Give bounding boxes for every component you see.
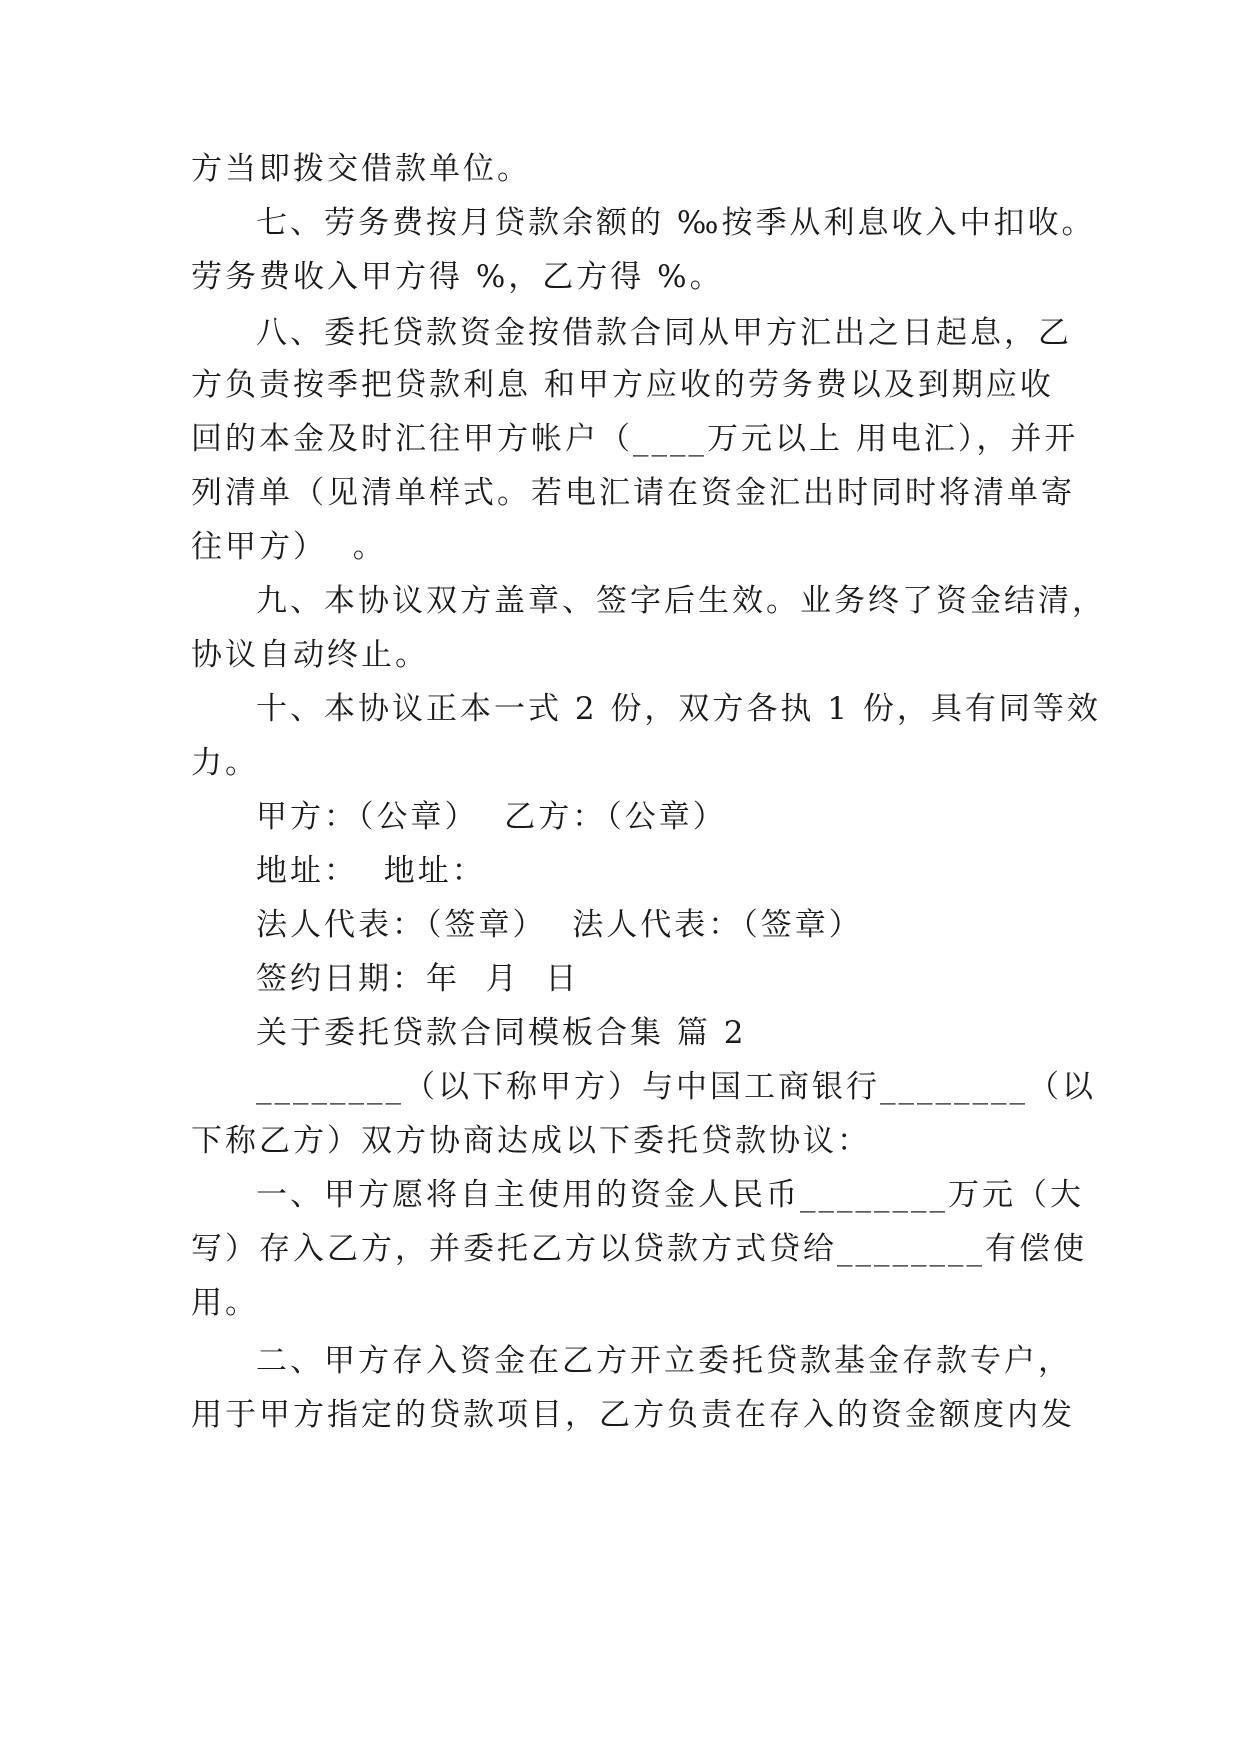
text-line: 写）存入乙方，并委托乙方以贷款方式贷给________有偿使: [191, 1231, 1087, 1267]
text-line: 用于甲方指定的贷款项目，乙方负责在存入的资金额度内发: [191, 1397, 1075, 1433]
text-line: 下称乙方）双方协商达成以下委托贷款协议：: [191, 1123, 871, 1159]
text-line: 列清单（见清单样式。若电汇请在资金汇出时同时将清单寄: [191, 475, 1075, 511]
text-line: ________（以下称甲方）与中国工商银行________（以: [256, 1069, 1096, 1105]
text-line: 八、委托贷款资金按借款合同从甲方汇出之日起息，乙: [256, 315, 1072, 351]
text-line: 方当即拨交借款单位。: [191, 151, 531, 187]
text-line: 往甲方） 。: [191, 529, 387, 565]
text-line: 十、本协议正本一式 2 份，双方各执 1 份，具有同等效: [256, 691, 1101, 727]
text-line: 力。: [191, 745, 259, 781]
text-line: 回的本金及时汇往甲方帐户（____万元以上 用电汇），并开: [191, 421, 1079, 457]
text-line: 用。: [191, 1285, 259, 1321]
text-line: 甲方：（公章） 乙方：（公章）: [256, 799, 727, 835]
text-line: 一、甲方愿将自主使用的资金人民币________万元（大: [256, 1177, 1084, 1213]
text-line: 七、劳务费按月贷款余额的 ‰按季从利息收入中扣收。: [256, 205, 1096, 241]
section-heading: 关于委托贷款合同模板合集 篇 2: [256, 1015, 747, 1051]
text-line: 方负责按季把贷款利息 和甲方应收的劳务费以及到期应收: [191, 367, 1054, 403]
text-line: 地址： 地址：: [256, 853, 486, 889]
text-line: 九、本协议双方盖章、签字后生效。业务终了资金结清，: [256, 583, 1106, 619]
text-line: 劳务费收入甲方得 %，乙方得 %。: [191, 259, 724, 295]
text-line: 法人代表：（签章） 法人代表：（签章）: [256, 907, 863, 943]
text-line: 二、甲方存入资金在乙方开立委托贷款基金存款专户，: [256, 1343, 1072, 1379]
text-line: 签约日期：年 月 日: [256, 961, 580, 997]
text-line: 协议自动终止。: [191, 637, 429, 673]
